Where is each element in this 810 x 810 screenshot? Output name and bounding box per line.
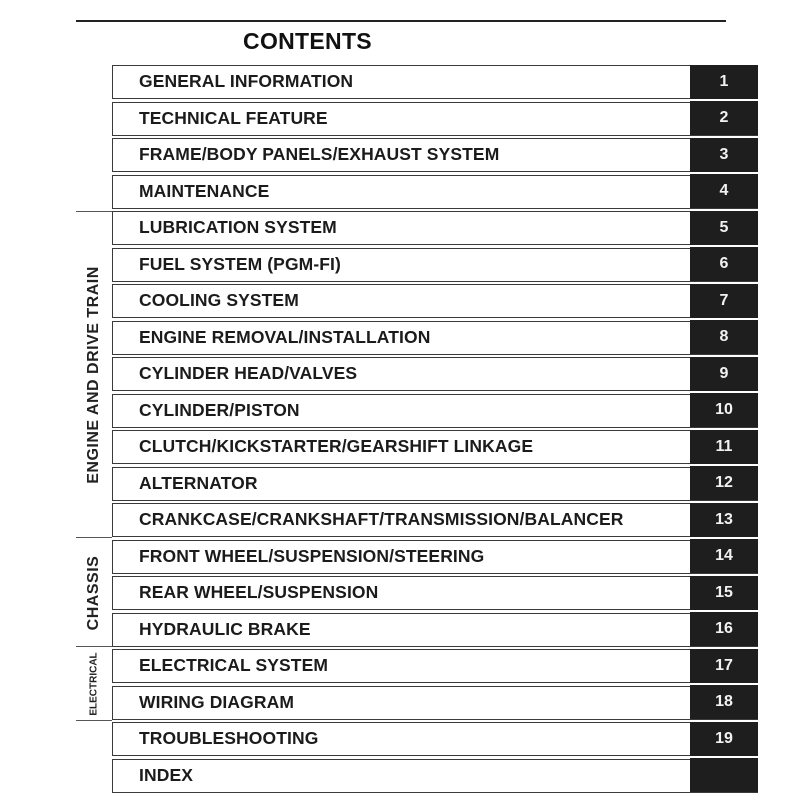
section-label-electrical: ELECTRICAL bbox=[88, 651, 100, 716]
page-title: CONTENTS bbox=[243, 28, 372, 54]
toc-entry[interactable] bbox=[112, 576, 758, 610]
toc-entry[interactable] bbox=[112, 357, 758, 391]
section-number-tab[interactable]: 18 bbox=[690, 685, 758, 719]
toc-entry[interactable] bbox=[112, 284, 758, 318]
toc-entry[interactable] bbox=[112, 138, 758, 172]
toc-entry[interactable] bbox=[112, 503, 758, 537]
toc-entry-label: CLUTCH/KICKSTARTER/GEARSHIFT LINKAGE bbox=[139, 436, 534, 456]
section-electrical bbox=[76, 646, 112, 721]
section-number-tab[interactable]: 3 bbox=[690, 138, 758, 172]
toc-entry-label: ALTERNATOR bbox=[139, 472, 258, 493]
contents-list bbox=[112, 65, 758, 795]
toc-entry-label: HYDRAULIC BRAKE bbox=[139, 618, 311, 639]
toc-entry-label: INDEX bbox=[139, 764, 193, 785]
section-number-tab[interactable]: 4 bbox=[690, 174, 758, 208]
top-rule bbox=[76, 20, 726, 22]
toc-entry[interactable] bbox=[112, 722, 758, 756]
section-number-tab[interactable]: 19 bbox=[690, 722, 758, 756]
toc-entry[interactable] bbox=[112, 248, 758, 282]
toc-entry-label: CRANKCASE/CRANKSHAFT/TRANSMISSION/BALANCER bbox=[139, 509, 624, 529]
toc-entry[interactable] bbox=[112, 759, 758, 793]
toc-entry-label: WIRING DIAGRAM bbox=[139, 691, 294, 712]
toc-entry-label: LUBRICATION SYSTEM bbox=[139, 217, 337, 237]
toc-entry-label: ENGINE REMOVAL/INSTALLATION bbox=[139, 326, 431, 347]
toc-entry[interactable] bbox=[112, 686, 758, 720]
toc-entry-label: MAINTENANCE bbox=[139, 180, 270, 201]
toc-entry-label: CYLINDER HEAD/VALVES bbox=[139, 363, 358, 383]
toc-entry-label: ELECTRICAL SYSTEM bbox=[139, 655, 329, 675]
toc-entry-label: FRONT WHEEL/SUSPENSION/STEERING bbox=[139, 545, 485, 566]
section-number-tab[interactable]: 8 bbox=[690, 320, 758, 354]
section-label-engine: ENGINE AND DRIVE TRAIN bbox=[85, 266, 102, 484]
section-label-chassis: CHASSIS bbox=[85, 555, 102, 630]
section-number-tab[interactable]: 5 bbox=[690, 211, 758, 245]
toc-entry[interactable] bbox=[112, 649, 758, 683]
section-number-tab[interactable]: 16 bbox=[690, 612, 758, 646]
section-number-tab[interactable]: 10 bbox=[690, 393, 758, 427]
section-number-tab[interactable]: 2 bbox=[690, 101, 758, 135]
toc-entry-label: CYLINDER/PISTON bbox=[139, 399, 300, 420]
section-number-tab[interactable]: 14 bbox=[690, 539, 758, 573]
toc-entry[interactable] bbox=[112, 467, 758, 501]
toc-entry[interactable] bbox=[112, 211, 758, 245]
toc-entry-label: GENERAL INFORMATION bbox=[139, 71, 354, 91]
section-number-tab[interactable]: 1 bbox=[690, 65, 758, 99]
toc-entry[interactable] bbox=[112, 65, 758, 99]
section-number-tab[interactable]: 6 bbox=[690, 247, 758, 281]
section-number-tab[interactable]: 9 bbox=[690, 357, 758, 391]
toc-entry[interactable] bbox=[112, 613, 758, 647]
section-number-tab[interactable]: 17 bbox=[690, 649, 758, 683]
toc-entry[interactable] bbox=[112, 394, 758, 428]
section-number-tab[interactable]: 11 bbox=[690, 430, 758, 464]
toc-entry[interactable] bbox=[112, 102, 758, 136]
toc-entry[interactable] bbox=[112, 321, 758, 355]
toc-entry[interactable] bbox=[112, 430, 758, 464]
toc-entry-label: FUEL SYSTEM (PGM-FI) bbox=[139, 253, 341, 274]
section-number-tab[interactable]: 7 bbox=[690, 284, 758, 318]
section-number-tab[interactable]: 15 bbox=[690, 576, 758, 610]
toc-entry-label: TECHNICAL FEATURE bbox=[139, 107, 328, 128]
toc-entry-label: TROUBLESHOOTING bbox=[139, 728, 319, 748]
section-number-tab[interactable]: 13 bbox=[690, 503, 758, 537]
toc-entry-label: FRAME/BODY PANELS/EXHAUST SYSTEM bbox=[139, 144, 500, 164]
section-chassis bbox=[76, 537, 112, 647]
toc-entry-label: COOLING SYSTEM bbox=[139, 290, 299, 310]
section-engine-and-drive-train bbox=[76, 211, 112, 538]
section-number-tab[interactable] bbox=[690, 758, 758, 792]
toc-entry[interactable] bbox=[112, 175, 758, 209]
toc-entry[interactable] bbox=[112, 540, 758, 574]
section-number-tab[interactable]: 12 bbox=[690, 466, 758, 500]
toc-entry-label: REAR WHEEL/SUSPENSION bbox=[139, 582, 379, 602]
